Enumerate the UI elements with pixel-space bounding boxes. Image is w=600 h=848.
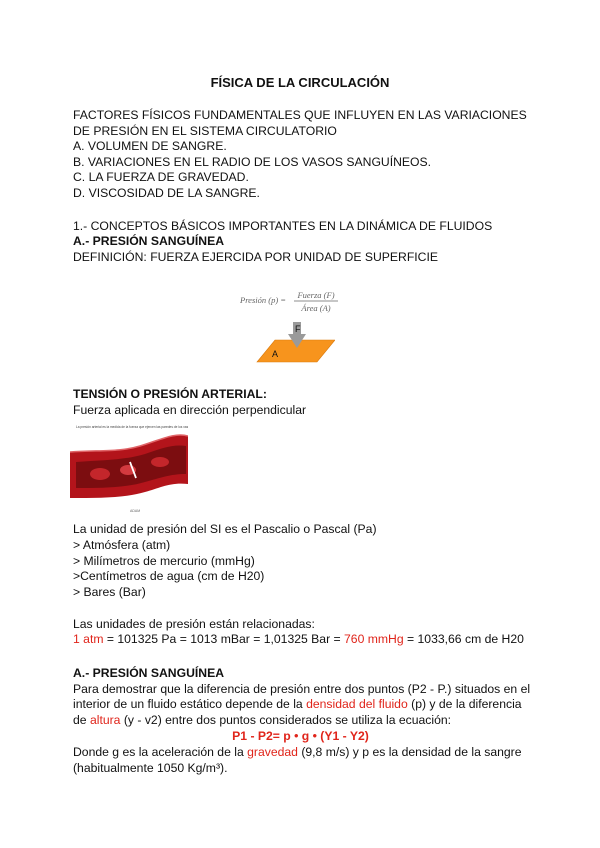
paragraph-line: (habitualmente 1050 Kg/m³). — [73, 761, 228, 775]
section-heading-pressure: A.- PRESIÓN SANGUÍNEA — [73, 234, 225, 248]
force-area-diagram — [255, 320, 335, 365]
factor-item: B. VARIACIONES EN EL RADIO DE LOS VASOS SANGUÍNEOS. — [73, 155, 432, 169]
blood-vessel-illustration — [70, 422, 188, 514]
paragraph-text: de — [73, 713, 90, 727]
factor-item: C. LA FUERZA DE GRAVEDAD. — [73, 170, 249, 184]
relation-mmhg: 760 mmHg — [344, 632, 404, 646]
formula-numerator: Fuerza (F) — [297, 290, 335, 300]
relation-line — [73, 632, 524, 647]
section-heading-pressure-2: A.- PRESIÓN SANGUÍNEA — [73, 666, 225, 680]
factor-item: A. VOLUMEN DE SANGRE. — [73, 139, 227, 153]
factors-heading-line-1: FACTORES FÍSICOS FUNDAMENTALES QUE INFLUYEN EN LAS VARIACIONES — [73, 108, 527, 122]
paragraph-text: interior de un fluido estático depende de la — [73, 697, 307, 711]
definition-text: DEFINICIÓN: FUERZA EJERCIDA POR UNIDAD DE SUPERFICIE — [73, 250, 438, 264]
paragraph-line — [73, 713, 451, 728]
factor-item: D. VISCOSIDAD DE LA SANGRE. — [73, 186, 260, 200]
paragraph-line — [73, 697, 522, 712]
paragraph-text: (p) y de la diferencia — [407, 697, 522, 711]
unit-item: >Centímetros de agua (cm de H20) — [73, 569, 265, 583]
factors-heading-line-2: DE PRESIÓN EN EL SISTEMA CIRCULATORIO — [73, 124, 337, 138]
formula-lhs: Presión (p) = — [240, 295, 287, 305]
relation-middle: = 101325 Pa = 1013 mBar = 1,01325 Bar = — [103, 632, 345, 646]
concepts-heading: 1.- CONCEPTOS BÁSICOS IMPORTANTES EN LA DINÁMICA DE FLUIDOS — [73, 219, 493, 233]
force-label: F — [295, 324, 301, 334]
paragraph-line — [73, 745, 522, 760]
paragraph-text: (9,8 m/s) y p es la densidad de la sangre — [297, 745, 522, 759]
unit-item: > Atmósfera (atm) — [73, 538, 171, 552]
units-intro: La unidad de presión del SI es el Pascalio o Pascal (Pa) — [73, 522, 377, 536]
vessel-caption: La presión arterial es la medida de la fuerza que ejercen las paredes de los vasos — [76, 425, 188, 429]
tension-heading: TENSIÓN O PRESIÓN ARTERIAL: — [73, 387, 267, 401]
relation-end: = 1033,66 cm de H20 — [403, 632, 524, 646]
highlight-density: densidad del fluido — [306, 697, 408, 711]
unit-item: > Milímetros de mercurio (mmHg) — [73, 554, 255, 568]
page-title: FÍSICA DE LA CIRCULACIÓN — [210, 75, 390, 90]
area-label: A — [272, 349, 279, 359]
formula-denominator: Área (A) — [301, 303, 331, 313]
paragraph-line: Para demostrar que la diferencia de presión entre dos puntos (P2 - P.) situados en el — [73, 682, 531, 696]
tension-text: Fuerza aplicada en dirección perpendicular — [73, 403, 307, 417]
paragraph-text: (y - v2) entre dos puntos considerados se utiliza la ecuación: — [120, 713, 452, 727]
relation-atm: 1 atm — [73, 632, 104, 646]
highlight-height: altura — [89, 713, 121, 727]
highlight-gravity: gravedad — [247, 745, 298, 759]
pressure-formula — [240, 287, 360, 317]
relation-intro: Las unidades de presión están relacionadas: — [73, 617, 315, 631]
pressure-equation: P1 - P2= p • g • (Y1 - Y2) — [232, 729, 369, 743]
unit-item: > Bares (Bar) — [73, 585, 146, 599]
paragraph-text: Donde g es la aceleración de la — [73, 745, 248, 759]
vessel-credit: ADAM — [130, 509, 141, 513]
